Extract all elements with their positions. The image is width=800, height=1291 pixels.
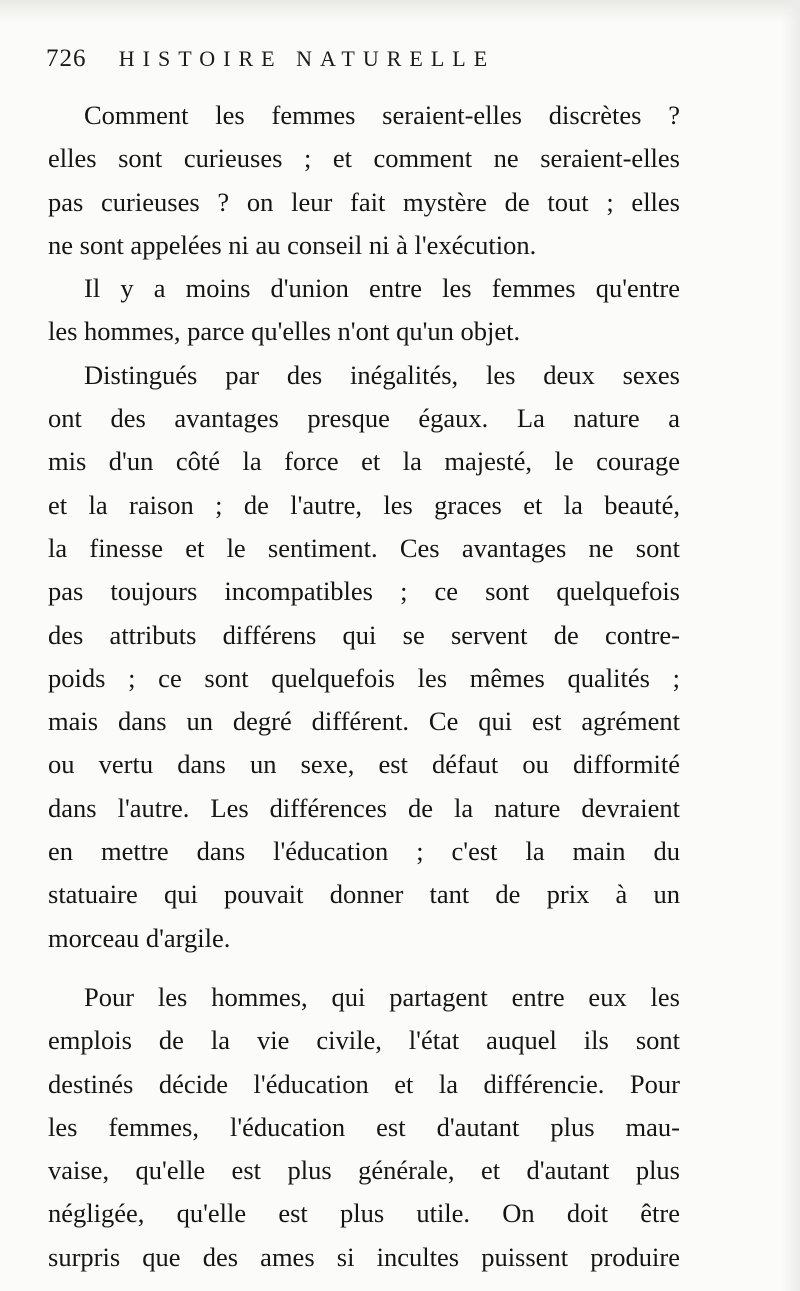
text-line: en mettre dans l'éducation ; c'est la main du bbox=[48, 836, 680, 867]
text-line: vaise, qu'elle est plus générale, et d'autant plus bbox=[48, 1155, 680, 1186]
text-line: pas toujours incompatibles ; ce sont quelquefois bbox=[48, 576, 680, 607]
text-line: ont des avantages presque égaux. La nature a bbox=[48, 403, 680, 434]
running-title: HISTOIRE NATURELLE bbox=[118, 46, 496, 71]
scan-shadow-right bbox=[782, 0, 800, 1291]
text-line: les femmes, l'éducation est d'autant plus mau- bbox=[48, 1111, 680, 1142]
text-line: elles sont curieuses ; et comment ne seraient-elles bbox=[48, 143, 680, 174]
text-line: destinés décide l'éducation et la différencie. Pour bbox=[48, 1068, 680, 1099]
text-line: mais dans un degré différent. Ce qui est agrément bbox=[48, 706, 680, 737]
paragraph bbox=[48, 976, 680, 1279]
text-line: morceau d'argile. bbox=[48, 922, 231, 953]
text-line: Distingués par des inégalités, les deux sexes bbox=[84, 359, 680, 390]
text-line: poids ; ce sont quelquefois les mêmes qualités ; bbox=[48, 662, 680, 693]
text-line: la finesse et le sentiment. Ces avantages ne sont bbox=[48, 532, 680, 563]
text-line: Pour les hommes, qui partagent entre eux les bbox=[84, 981, 680, 1012]
text-line: surpris que des ames si incultes puissent produire bbox=[48, 1241, 680, 1272]
text-line: les hommes, parce qu'elles n'ont qu'un objet. bbox=[48, 316, 521, 347]
text-line: et la raison ; de l'autre, les graces et la beauté, bbox=[48, 489, 680, 520]
scan-shadow-top bbox=[0, 0, 800, 22]
text-line: Il y a moins d'union entre les femmes qu'entre bbox=[84, 273, 680, 304]
text-line: pas curieuses ? on leur fait mystère de tout ; elles bbox=[48, 186, 680, 217]
text-line: des attributs différens qui se servent de contre- bbox=[48, 619, 680, 650]
paragraph bbox=[48, 354, 680, 960]
page-number: 726 bbox=[46, 45, 87, 72]
running-header bbox=[46, 44, 666, 74]
paragraph bbox=[48, 94, 680, 267]
text-line: ne sont appelées ni au conseil ni à l'exécution. bbox=[48, 229, 537, 260]
paragraph bbox=[48, 267, 680, 354]
text-line: statuaire qui pouvait donner tant de prix à un bbox=[48, 879, 680, 910]
body-text bbox=[48, 94, 680, 1279]
text-line: Comment les femmes seraient-elles discrètes ? bbox=[84, 100, 680, 130]
text-line: emplois de la vie civile, l'état auquel ils sont bbox=[48, 1025, 680, 1056]
text-line: ou vertu dans un sexe, est défaut ou difformité bbox=[48, 749, 680, 780]
text-line: négligée, qu'elle est plus utile. On doit être bbox=[48, 1198, 680, 1229]
text-line: dans l'autre. Les différences de la nature devraient bbox=[48, 792, 680, 823]
text-line: mis d'un côté la force et la majesté, le courage bbox=[48, 446, 680, 477]
